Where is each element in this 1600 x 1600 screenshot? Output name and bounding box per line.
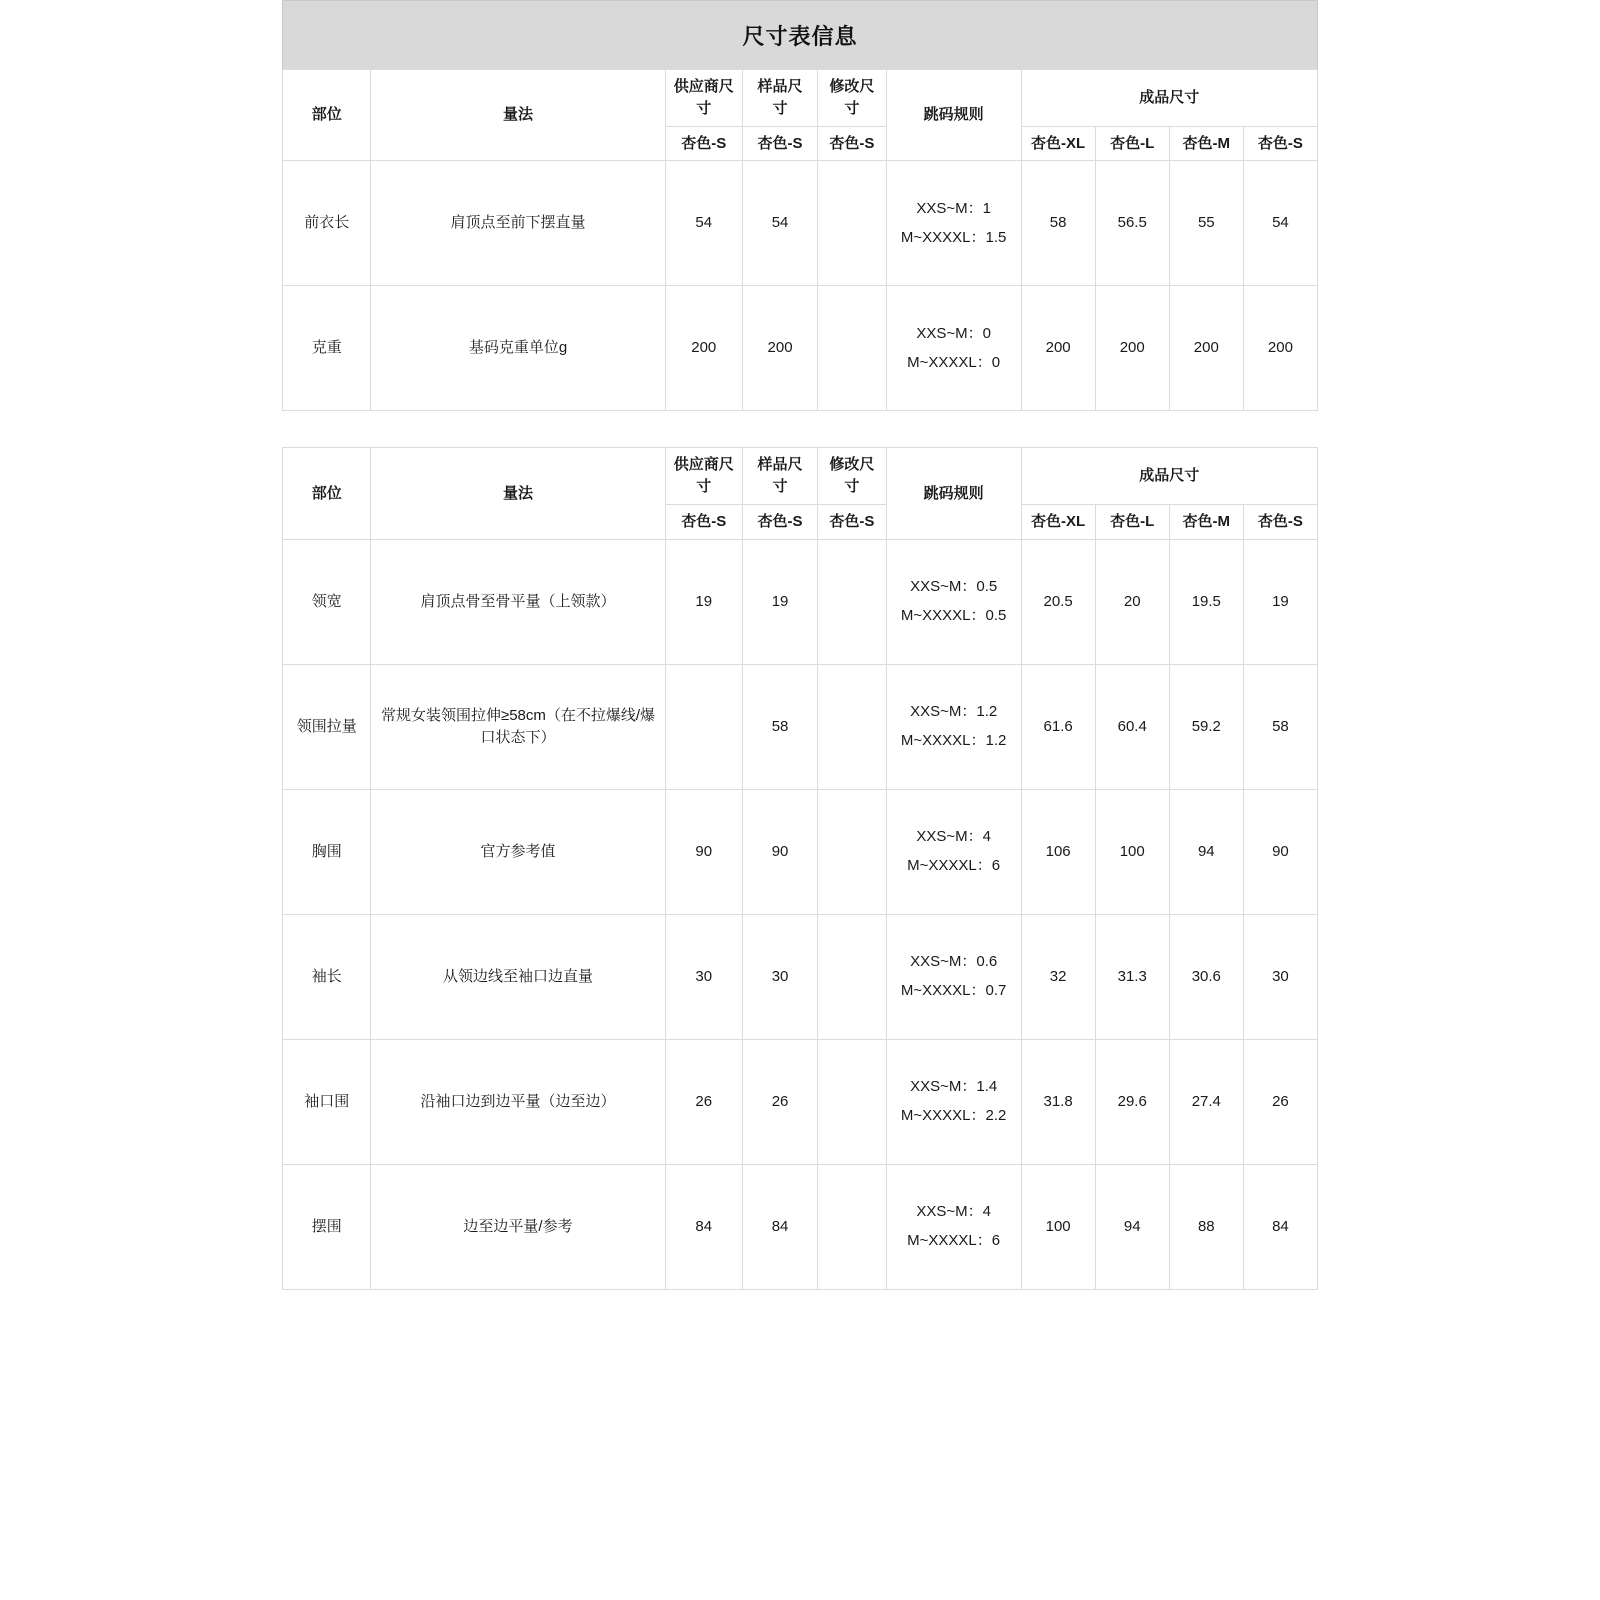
- size-table-primary: [282, 69, 1318, 411]
- header-row-1: [283, 448, 1318, 505]
- header-sample-variant: 杏色-S: [742, 126, 817, 161]
- table-header: [283, 448, 1318, 539]
- cell-supplier: 200: [665, 286, 742, 411]
- header-finished-m: 杏色-M: [1169, 126, 1243, 161]
- cell-supplier: 30: [665, 914, 742, 1039]
- header-modify-variant: 杏色-S: [818, 126, 887, 161]
- rule-line-2: M~XXXXL：0.5: [900, 607, 1007, 624]
- cell-finished-s: 54: [1243, 161, 1317, 286]
- rule-line-2: M~XXXXL：1.5: [900, 228, 1007, 246]
- header-supplier-variant: 杏色-S: [665, 126, 742, 161]
- cell-finished-l: 20: [1095, 539, 1169, 664]
- cell-finished-s: 90: [1243, 789, 1317, 914]
- table-row: [283, 1039, 1318, 1164]
- cell-sample: 26: [742, 1039, 817, 1164]
- cell-modify: [818, 1164, 887, 1289]
- cell-sample: 19: [742, 539, 817, 664]
- header-sample-variant: 杏色-S: [742, 504, 817, 539]
- cell-sample: 30: [742, 914, 817, 1039]
- header-finished-m: 杏色-M: [1169, 504, 1243, 539]
- cell-method: 官方参考值: [371, 789, 665, 914]
- cell-grade-rule: [886, 539, 1021, 664]
- header-sample-size: 样品尺寸: [742, 70, 817, 127]
- header-finished-l: 杏色-L: [1095, 504, 1169, 539]
- cell-part: 领宽: [283, 539, 371, 664]
- cell-supplier: 90: [665, 789, 742, 914]
- rule-line-2: M~XXXXL：2.2: [900, 1107, 1007, 1124]
- header-finished-s: 杏色-S: [1243, 126, 1317, 161]
- cell-supplier: [665, 664, 742, 789]
- cell-finished-l: 60.4: [1095, 664, 1169, 789]
- header-supplier-size: 供应商尺寸: [665, 448, 742, 505]
- cell-finished-m: 27.4: [1169, 1039, 1243, 1164]
- cell-supplier: 26: [665, 1039, 742, 1164]
- size-chart-sheet: [282, 0, 1318, 1290]
- cell-method: 从领边线至袖口边直量: [371, 914, 665, 1039]
- cell-finished-m: 88: [1169, 1164, 1243, 1289]
- table-header: [283, 70, 1318, 161]
- cell-method: 常规女装领围拉伸≥58cm（在不拉爆线/爆口状态下）: [371, 664, 665, 789]
- cell-finished-l: 56.5: [1095, 161, 1169, 286]
- cell-method: 肩顶点至前下摆直量: [371, 161, 665, 286]
- cell-finished-m: 55: [1169, 161, 1243, 286]
- header-method: 量法: [371, 70, 665, 161]
- cell-sample: 200: [742, 286, 817, 411]
- cell-grade-rule: [886, 286, 1021, 411]
- rule-line-1: XXS~M：0.6: [910, 953, 998, 971]
- cell-finished-l: 94: [1095, 1164, 1169, 1289]
- header-modify-variant: 杏色-S: [818, 504, 887, 539]
- cell-finished-xl: 100: [1021, 1164, 1095, 1289]
- cell-finished-xl: 20.5: [1021, 539, 1095, 664]
- table-row: [283, 286, 1318, 411]
- table-row: [283, 1164, 1318, 1289]
- header-modify-size: 修改尺寸: [818, 70, 887, 127]
- header-finished-l: 杏色-L: [1095, 126, 1169, 161]
- header-method: 量法: [371, 448, 665, 539]
- header-finished-xl: 杏色-XL: [1021, 504, 1095, 539]
- cell-grade-rule: [886, 1039, 1021, 1164]
- table-row: [283, 914, 1318, 1039]
- cell-modify: [818, 1039, 887, 1164]
- rule-line-1: XXS~M：1: [916, 200, 991, 217]
- cell-finished-s: 19: [1243, 539, 1317, 664]
- cell-part: 袖口围: [283, 1039, 371, 1164]
- header-modify-size: 修改尺寸: [818, 448, 887, 505]
- rule-line-1: XXS~M：0.5: [910, 578, 998, 596]
- cell-finished-m: 19.5: [1169, 539, 1243, 664]
- cell-method: 边至边平量/参考: [371, 1164, 665, 1289]
- cell-method: 肩顶点骨至骨平量（上领款）: [371, 539, 665, 664]
- size-table-secondary: [282, 447, 1318, 1289]
- cell-finished-xl: 58: [1021, 161, 1095, 286]
- rule-line-1: XXS~M：4: [916, 828, 991, 846]
- cell-modify: [818, 664, 887, 789]
- cell-finished-l: 100: [1095, 789, 1169, 914]
- cell-finished-xl: 106: [1021, 789, 1095, 914]
- cell-finished-xl: 61.6: [1021, 664, 1095, 789]
- cell-sample: 90: [742, 789, 817, 914]
- rule-line-2: M~XXXXL：1.2: [900, 732, 1007, 749]
- cell-finished-m: 94: [1169, 789, 1243, 914]
- cell-finished-s: 30: [1243, 914, 1317, 1039]
- header-finished-size: 成品尺寸: [1021, 448, 1317, 505]
- rule-line-2: M~XXXXL：6: [907, 857, 1001, 874]
- cell-finished-m: 200: [1169, 286, 1243, 411]
- header-part: 部位: [283, 448, 371, 539]
- cell-finished-s: 58: [1243, 664, 1317, 789]
- cell-finished-s: 26: [1243, 1039, 1317, 1164]
- header-grade-rule: 跳码规则: [886, 70, 1021, 161]
- cell-finished-xl: 32: [1021, 914, 1095, 1039]
- page-title: [282, 0, 1318, 69]
- cell-sample: 54: [742, 161, 817, 286]
- cell-finished-xl: 200: [1021, 286, 1095, 411]
- cell-part: 袖长: [283, 914, 371, 1039]
- cell-part: 前衣长: [283, 161, 371, 286]
- header-finished-s: 杏色-S: [1243, 504, 1317, 539]
- cell-sample: 58: [742, 664, 817, 789]
- cell-grade-rule: [886, 1164, 1021, 1289]
- cell-method: 基码克重单位g: [371, 286, 665, 411]
- cell-modify: [818, 286, 887, 411]
- cell-supplier: 19: [665, 539, 742, 664]
- header-finished-size: 成品尺寸: [1021, 70, 1317, 127]
- cell-finished-s: 84: [1243, 1164, 1317, 1289]
- header-grade-rule: 跳码规则: [886, 448, 1021, 539]
- cell-finished-s: 200: [1243, 286, 1317, 411]
- cell-method: 沿袖口边到边平量（边至边）: [371, 1039, 665, 1164]
- cell-grade-rule: [886, 161, 1021, 286]
- rule-line-1: XXS~M：4: [916, 1203, 991, 1221]
- cell-modify: [818, 161, 887, 286]
- cell-grade-rule: [886, 914, 1021, 1039]
- header-sample-size: 样品尺寸: [742, 448, 817, 505]
- table-body-secondary: [283, 539, 1318, 1289]
- cell-finished-l: 29.6: [1095, 1039, 1169, 1164]
- header-finished-xl: 杏色-XL: [1021, 126, 1095, 161]
- cell-finished-xl: 31.8: [1021, 1039, 1095, 1164]
- rule-line-1: XXS~M：1.4: [910, 1078, 998, 1096]
- cell-sample: 84: [742, 1164, 817, 1289]
- table-row: [283, 789, 1318, 914]
- cell-finished-m: 59.2: [1169, 664, 1243, 789]
- rule-line-1: XXS~M：1.2: [910, 703, 998, 721]
- cell-modify: [818, 914, 887, 1039]
- cell-grade-rule: [886, 664, 1021, 789]
- cell-supplier: 84: [665, 1164, 742, 1289]
- table-row: [283, 539, 1318, 664]
- cell-supplier: 54: [665, 161, 742, 286]
- cell-finished-l: 200: [1095, 286, 1169, 411]
- rule-line-2: M~XXXXL：6: [907, 1232, 1001, 1249]
- header-row-1: [283, 70, 1318, 127]
- cell-part: 领围拉量: [283, 664, 371, 789]
- rule-line-2: M~XXXXL：0: [907, 353, 1001, 371]
- page-title-text: 尺寸表信息: [742, 23, 858, 49]
- table-body-primary: [283, 161, 1318, 411]
- rule-line-2: M~XXXXL：0.7: [900, 982, 1007, 999]
- header-supplier-variant: 杏色-S: [665, 504, 742, 539]
- cell-finished-l: 31.3: [1095, 914, 1169, 1039]
- cell-grade-rule: [886, 789, 1021, 914]
- cell-modify: [818, 789, 887, 914]
- header-part: 部位: [283, 70, 371, 161]
- table-row: [283, 664, 1318, 789]
- table-row: [283, 161, 1318, 286]
- cell-part: 胸围: [283, 789, 371, 914]
- header-supplier-size: 供应商尺寸: [665, 70, 742, 127]
- cell-part: 克重: [283, 286, 371, 411]
- cell-modify: [818, 539, 887, 664]
- cell-part: 摆围: [283, 1164, 371, 1289]
- cell-finished-m: 30.6: [1169, 914, 1243, 1039]
- rule-line-1: XXS~M：0: [916, 325, 991, 342]
